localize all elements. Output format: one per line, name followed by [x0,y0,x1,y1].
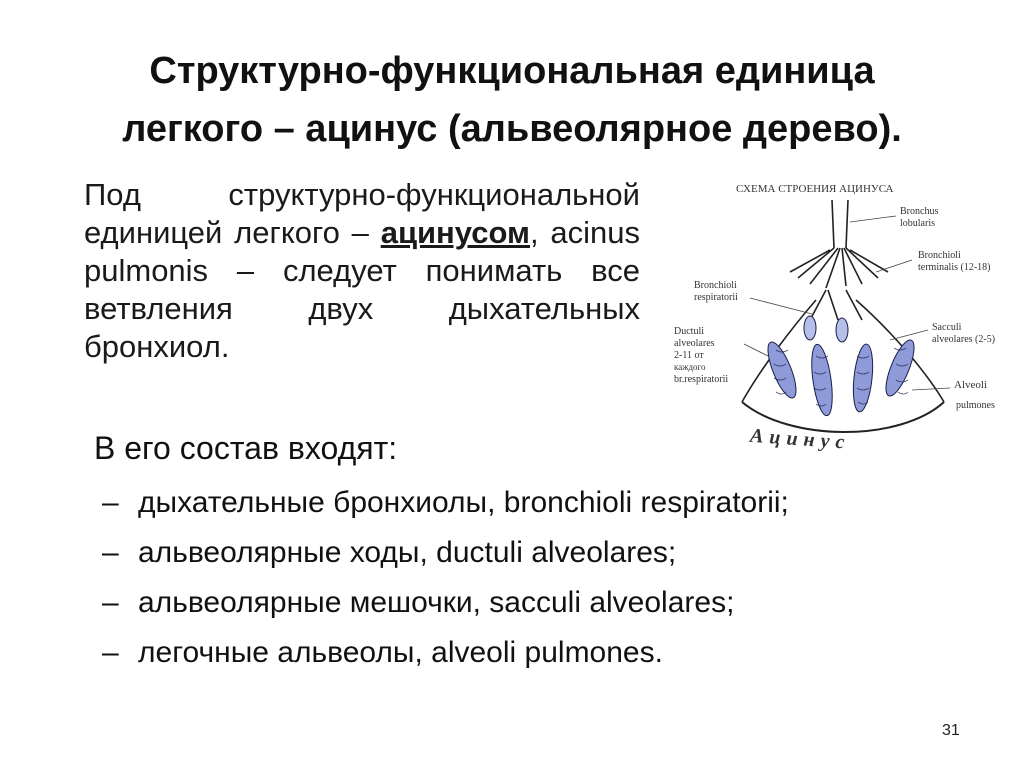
diagram-title: СХЕМА СТРОЕНИЯ АЦИНУСА [736,183,894,195]
page-number: 31 [942,722,960,739]
title-line-2: легкого – ацинус (альвеолярное дерево). [122,108,902,150]
list-dash: – [102,486,119,519]
label-ductuli-1: Ductuli [674,326,704,337]
slide-title [40,42,984,158]
label-alveoli-1: Alveoli [954,379,987,391]
alveolar-sacs [762,316,919,417]
intro-text-before: Под структурно-функциональной единицей легкого – [84,177,640,250]
label-sacculi-2: alveolares (2-5) [932,334,996,345]
list-item [102,578,789,628]
label-bronchus-1: Bronchus [900,206,939,217]
list-dash: – [102,536,119,569]
label-bronchioli-resp-2: respiratorii [694,292,738,303]
label-bronchioli-term-2: terminalis (12-18) [918,262,991,273]
list-item [102,628,789,678]
intro-term-acinus: ацинусом [380,215,530,250]
label-ductuli-4: каждого [674,362,706,372]
label-alveoli-2: pulmones [956,400,995,411]
label-ductuli-2: alveolares [674,338,715,349]
label-acinus-handwritten: Ацинус [749,424,852,454]
title-line-1: Структурно-функциональная единица [149,50,875,92]
label-bronchioli-term-1: Bronchioli [918,250,961,261]
list-dash: – [102,586,119,619]
label-bronchus-2: lobularis [900,218,935,229]
list-item-text: легочные альвеолы, alveoli pulmones. [138,636,663,669]
list-item-text: дыхательные бронхиолы, bronchioli respiratorii; [138,486,789,519]
label-ductuli-3: 2-11 от [674,350,704,361]
label-bronchioli-resp-1: Bronchioli [694,280,737,291]
list-dash: – [102,636,119,669]
list-item [102,478,789,528]
label-sacculi-1: Sacculi [932,322,962,333]
intro-paragraph [84,176,640,366]
intro-text-after: , acinus pulmonis – следует понимать все ветвления двух дыхательных бронхиол. [84,215,640,364]
list-item-text: альвеолярные мешочки, sacculi alveolares; [138,586,735,619]
list-item-text: альвеолярные ходы, ductuli alveolares; [138,536,677,569]
list-item [102,528,789,578]
composition-list [102,478,789,678]
label-ductuli-5: br.respiratorii [674,374,729,385]
acinus-diagram [650,180,1020,460]
composition-heading: В его состав входят: [94,430,398,466]
